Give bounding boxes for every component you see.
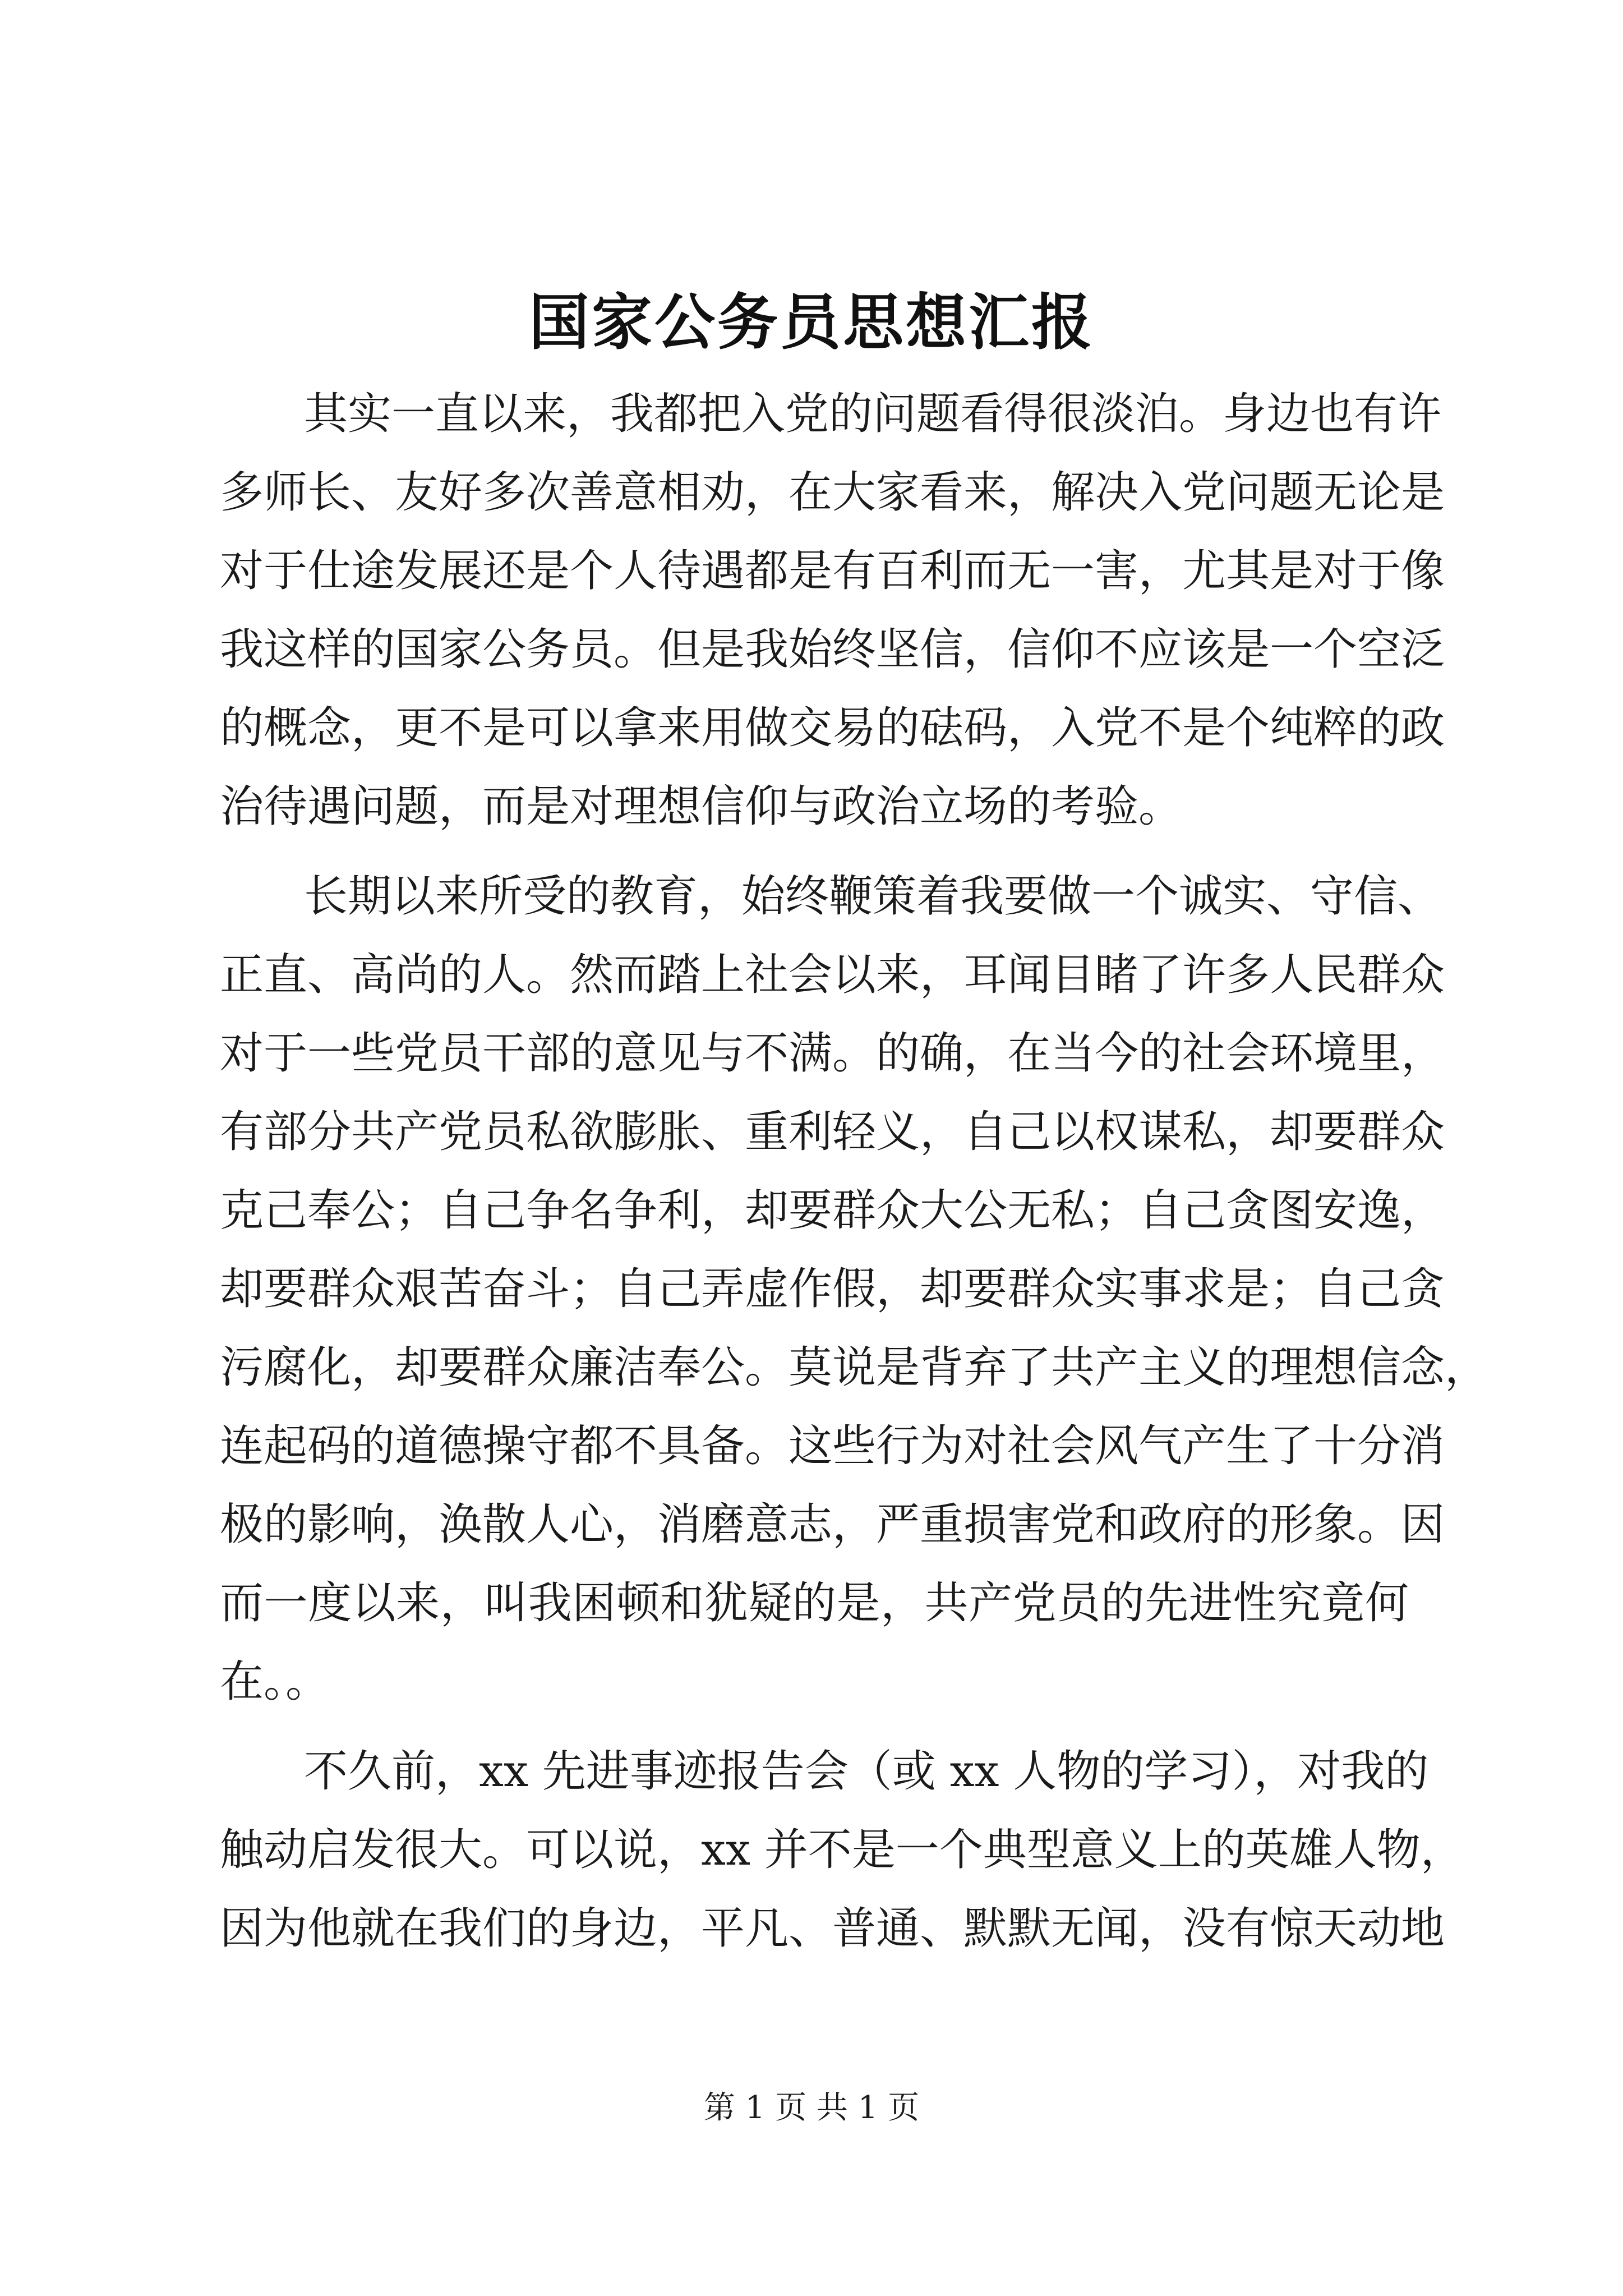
paragraph-line: 对于一些党员干部的意见与不满。的确，在当今的社会环境里， [220, 1028, 1445, 1079]
paragraph-line: 克己奉公；自己争名争利，却要群众大公无私；自己贪图安逸， [220, 1185, 1445, 1236]
paragraph-line: 触动启发很大。可以说，xx 并不是一个典型意义上的英雄人物， [220, 1825, 1464, 1875]
paragraph-line: 长期以来所受的教育，始终鞭策着我要做一个诚实、守信、 [304, 871, 1442, 922]
paragraph-line: 多师长、友好多次善意相劝，在大家看来，解决入党问题无论是 [220, 467, 1445, 518]
document-title: 国家公务员思想汇报 [528, 287, 1094, 358]
paragraph-line: 却要群众艰苦奋斗；自己弄虚作假，却要群众实事求是；自己贪 [220, 1264, 1445, 1314]
paragraph-line: 极的影响，涣散人心，消磨意志，严重损害党和政府的形象。因 [220, 1499, 1445, 1550]
paragraph-line: 的概念，更不是可以拿来用做交易的砝码，入党不是个纯粹的政 [220, 703, 1445, 753]
paragraph-line: 有部分共产党员私欲膨胀、重利轻义，自己以权谋私，却要群众 [220, 1107, 1445, 1157]
paragraph-line: 治待遇问题，而是对理想信仰与政治立场的考验。 [220, 781, 1183, 832]
page-number-footer: 第 1 页 共 1 页 [703, 2090, 920, 2126]
paragraph-line: 对于仕途发展还是个人待遇都是有百利而无一害，尤其是对于像 [220, 546, 1445, 596]
paragraph-line: 正直、高尚的人。然而踏上社会以来，耳闻目睹了许多人民群众 [220, 950, 1445, 1000]
paragraph-line: 因为他就在我们的身边，平凡、普通、默默无闻，没有惊天动地 [220, 1903, 1445, 1954]
paragraph-line: 污腐化，却要群众廉洁奉公。莫说是背弃了共产主义的理想信念， [220, 1342, 1489, 1393]
paragraph-line: 连起码的道德操守都不具备。这些行为对社会风气产生了十分消 [220, 1421, 1445, 1471]
paragraph-line: 其实一直以来，我都把入党的问题看得很淡泊。身边也有许 [304, 389, 1442, 439]
paragraph-line: 不久前，xx 先进事迹报告会（或 xx 人物的学习），对我的 [304, 1746, 1429, 1797]
paragraph-line: 而一度以来，叫我困顿和犹疑的是，共产党员的先进性究竟何 [220, 1578, 1409, 1628]
paragraph-line: 在。。 [220, 1657, 330, 1707]
paragraph-line: 我这样的国家公务员。但是我始终坚信，信仰不应该是一个空泛 [220, 624, 1445, 675]
